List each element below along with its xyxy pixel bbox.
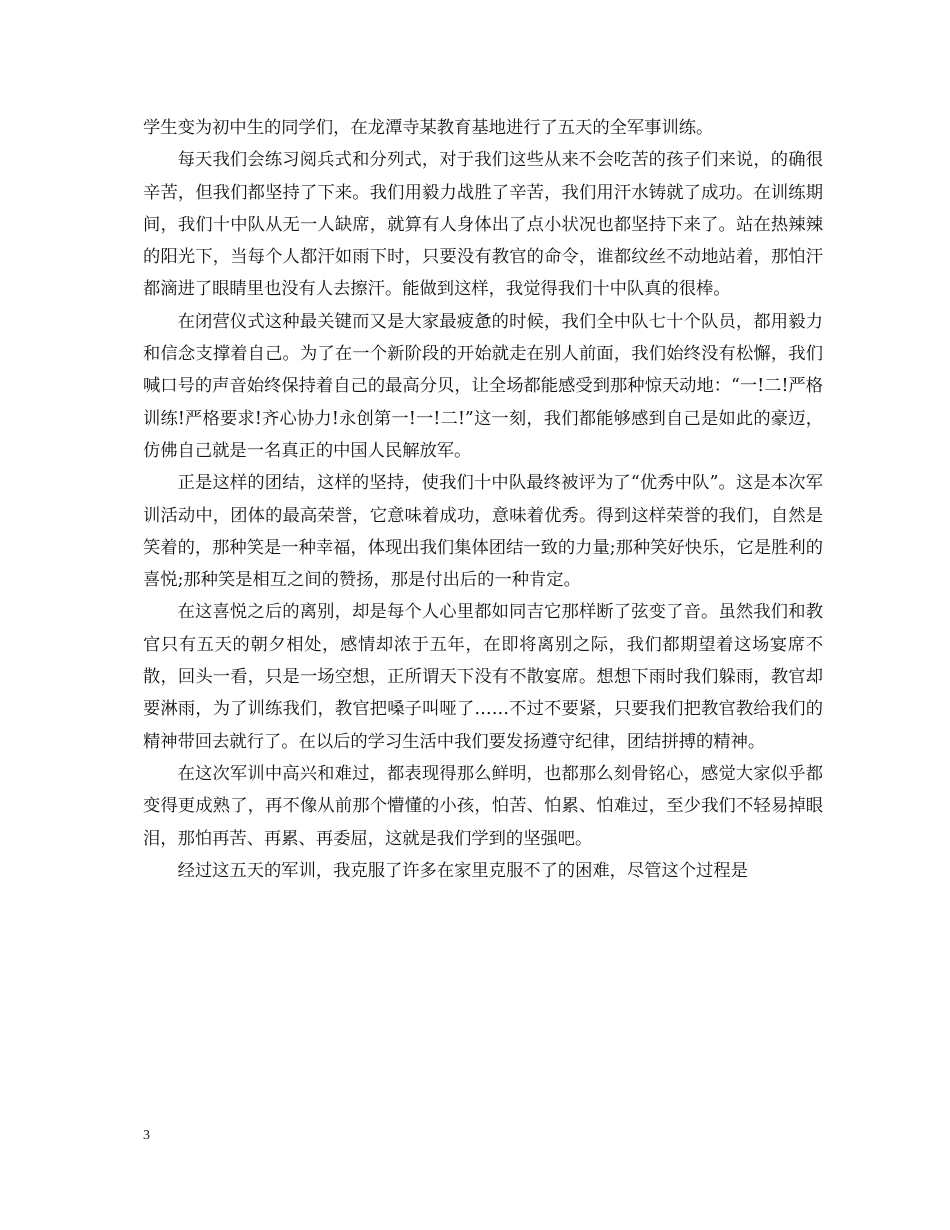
paragraph-overcoming: 经过这五天的军训，我克服了许多在家里克服不了的困难，尽管这个过程是 [177,860,748,881]
body-text [143,112,823,887]
paragraph-growth: 在这次军训中高兴和难过，都表现得那么鲜明，也都那么刻骨铭心，感觉大家似乎都变得更成熟了，再不像从前那个懵懂的小孩，怕苦、怕累、怕难过，至少我们不轻易掉眼泪，那怕再苦、再累、再委屈，这就是我们学到的坚强吧。 [143,763,823,849]
paragraph-excellent-squad: 正是这样的团结，这样的坚持，使我们十中队最终被评为了“优秀中队”。这是本次军训活动中，团体的最高荣誉，它意味着成功，意味着优秀。得到这样荣誉的我们，自然是笑着的，那种笑是一种幸福，体现出我们集体团结一致的力量;那种笑好快乐，它是胜利的喜悦;那种笑是相互之间的赞扬，那是付出后的一种肯定。 [143,473,823,591]
paragraph-drills: 每天我们会练习阅兵式和分列式，对于我们这些从来不会吃苦的孩子们来说，的确很辛苦，但我们都坚持了下来。我们用毅力战胜了辛苦，我们用汗水铸就了成功。在训练期间，我们十中队从无一人缺席，就算有人身体出了点小状况也都坚持下来了。站在热辣辣的阳光下，当每个人都汗如雨下时，只要没有教官的命令，谁都纹丝不动地站着，那怕汗都滴进了眼睛里也没有人去擦汗。能做到这样，我觉得我们十中队真的很棒。 [143,150,823,300]
paragraph-continuation: 学生变为初中生的同学们，在龙潭寺某教育基地进行了五天的全军事训练。 [143,118,714,138]
paragraph-farewell: 在这喜悦之后的离别，却是每个人心里都如同吉它那样断了弦变了音。虽然我们和教官只有五天的朝夕相处，感情却浓于五年，在即将离别之际，我们都期望着这场宴席不散，回头一看，只是一场空想，正所谓天下没有不散宴席。想想下雨时我们躲雨，教官却要淋雨，为了训练我们，教官把嗓子叫哑了……不过不要紧，只要我们把教官教给我们的精神带回去就行了。在以后的学习生活中我们要发扬遵守纪律，团结拼搏的精神。 [143,602,823,752]
paragraph-closing-ceremony: 在闭营仪式这种最关键而又是大家最疲惫的时候，我们全中队七十个队员，都用毅力和信念支撑着自己。为了在一个新阶段的开始就走在别人前面，我们始终没有松懈，我们喊口号的声音始终保持着自己的最高分贝，让全场都能感受到那种惊天动地：“一!二!严格训练!严格要求!齐心协力!永创第一!一!二!”这一刻，我们都能够感到自己是如此的豪迈，仿佛自己就是一名真正的中国人民解放军。 [143,311,823,461]
page-number: 3 [143,1128,150,1143]
